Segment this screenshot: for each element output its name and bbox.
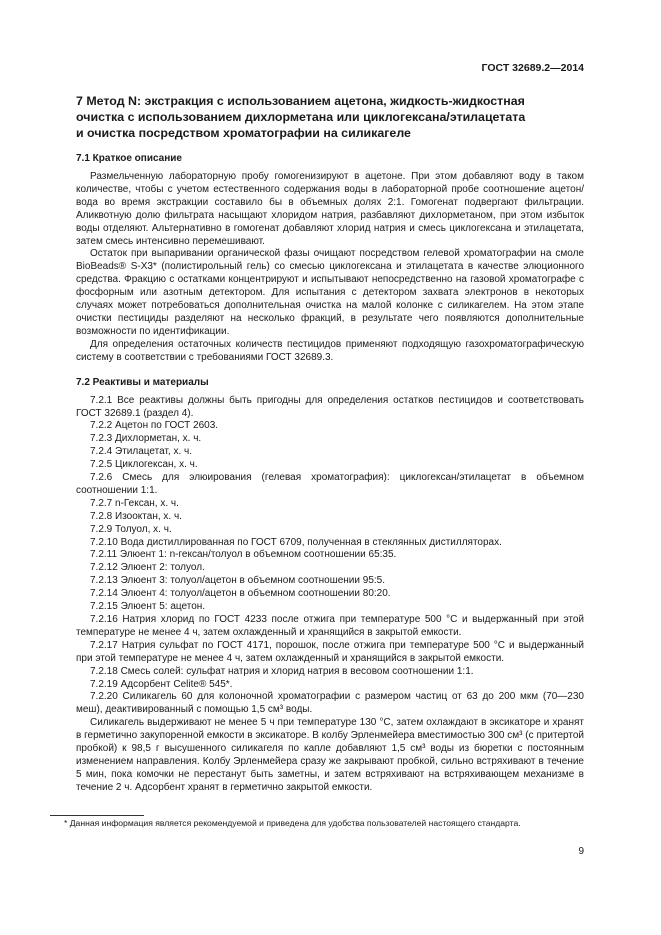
reagent-item: 7.2.1 Все реактивы должны быть пригодны для определения остатков пестицидов и соответствовать ГОСТ 32689.1 (раздел 4). (76, 394, 584, 419)
reagent-item: 7.2.9 Толуол, х. ч. (90, 523, 172, 535)
reagent-item: 7.2.11 Элюент 1: n-гексан/толуол в объемном соотношении 65:35. (90, 549, 397, 561)
reagent-item: 7.2.14 Элюент 4: толуол/ацетон в объемном соотношении 80:20. (90, 588, 391, 600)
reagent-item: 7.2.3 Дихлорметан, х. ч. (90, 433, 202, 445)
reagent-item: 7.2.19 Адсорбент Celite® 545*. (90, 678, 233, 690)
reagents-list (76, 395, 584, 718)
reagent-item: 7.2.20 Силикагель 60 для колоночной хроматографии с размером частиц от 63 до 200 мкм (70—230 меш), деактивированный с помощью 1,5 см³ воды. (76, 691, 584, 716)
reagent-item: 7.2.17 Натрия сульфат по ГОСТ 4171, порошок, после отжига при температуре 500 °С и выдержанный при этой температуре не менее 4 ч, затем охлажденный и хранящийся в закрытой емкости. (76, 639, 584, 664)
reagent-item: 7.2.6 Смесь для элюирования (гелевая хроматография): циклогексан/этилацетат в объемном соотношении 1:1. (76, 472, 584, 496)
paragraph-silica-preparation: Силикагель выдерживают не менее 5 ч при температуре 130 °С, затем охлаждают в эксикаторе и хранят в герметично закупоренной емкости в эксикаторе. В колбу Эрленмейера вместимостью 300 см³ (с притертой пробкой) к 98,5 г высушенного силикагеля по капле добавляют 1,5 см³ воды из бюретки с постоянным изменением направления. Колбу Эрленмейера сразу же закрывают пробкой, сильно встряхивают в течение 5 мин, пока комочки не перестанут быть заметны, и затем встряхивают на встряхивающем механизме в течение 2 ч. Адсорбент хранят в герметично закрытой емкости. (76, 717, 584, 793)
section-7-title-line-3: и очистка посредством хроматографии на силикагеле (76, 126, 411, 140)
reagent-item: 7.2.5 Циклогексан, х. ч. (90, 459, 198, 471)
section-7-title-line-1: 7 Метод N: экстракция с использованием ацетона, жидкость-жидкостная (76, 94, 525, 108)
page-content (76, 93, 584, 795)
reagent-item: 7.2.12 Элюент 2: толуол. (90, 562, 205, 574)
reagent-item: 7.2.15 Элюент 5: ацетон. (90, 601, 206, 613)
section-7-2-heading: 7.2 Реактивы и материалы (76, 376, 209, 388)
section-7-title (76, 93, 584, 141)
section-7-1-heading: 7.1 Краткое описание (76, 153, 182, 164)
section-7-title-line-2: очистка с использованием дихлорметана или циклогексана/этилацетата (76, 110, 526, 124)
reagent-item: 7.2.10 Вода дистиллированная по ГОСТ 6709, полученная в стеклянных дистилляторах. (90, 536, 502, 548)
paragraph-7-1-2: Остаток при выпаривании органической фазы очищают посредством гелевой хроматографии на смоле BioBeads® S-X3* (полистирольный гель) со смесью циклогексана и этилацетата в качестве элюционного средства. Фракцию с остатками концентрируют и испытывают непосредственно на газовой хроматографе с фосфорным или азотным детектором. Для испытания с детектором захвата электронов в некоторых случаях может потребоваться дополнительная очистка на малой колонке с силикагелем. На этом этапе очистки пестициды разделяют на несколько фракций, в результате чего появляются дополнительные возможности по идентификации. (76, 248, 584, 337)
reagent-item: 7.2.4 Этилацетат, х. ч. (90, 446, 192, 458)
reagent-item: 7.2.7 n-Гексан, х. ч. (90, 497, 179, 509)
page-number: 9 (578, 846, 584, 857)
reagent-item: 7.2.2 Ацетон по ГОСТ 2603. (90, 420, 219, 432)
reagent-item: 7.2.8 Изооктан, х. ч. (90, 510, 182, 522)
footnote-divider (50, 815, 144, 816)
reagent-item: 7.2.13 Элюент 3: толуол/ацетон в объемном соотношении 95:5. (90, 575, 385, 587)
paragraph-7-1-3: Для определения остаточных количеств пестицидов применяют подходящую газохроматографическую систему в соответствии с требованиями ГОСТ 32689.3. (76, 338, 584, 363)
paragraph-7-1-1: Размельченную лабораторную пробу гомогенизируют в ацетоне. При этом добавляют воду в таком количестве, чтобы с учетом естественного содержания воды в лабораторной пробе соотношение ацетон/вода во время экстракции составило бы в объемных долях 2:1. Гомогенат подвергают фильтрации. Аликвотную долю фильтрата насыщают хлоридом натрия, разбавляют дихлорметаном, при этом избыток воды отделяют. Альтернативно в гомогенат добавляют хлорид натрия и смесь циклогексана и этилацетата, затем смесь интенсивно перемешивают. (76, 171, 584, 247)
standard-header: ГОСТ 32689.2—2014 (481, 62, 584, 74)
footnote: * Данная информация является рекомендуемой и приведена для удобства пользователей настоящего стандарта. (64, 818, 521, 828)
reagent-item: 7.2.18 Смесь солей: сульфат натрия и хлорид натрия в весовом соотношении 1:1. (90, 665, 474, 677)
reagent-item: 7.2.16 Натрия хлорид по ГОСТ 4233 после отжига при температуре 500 °С и выдержанный при этой температуре не менее 4 ч, затем охлажденный и хранящийся в закрытой емкости. (76, 614, 584, 638)
